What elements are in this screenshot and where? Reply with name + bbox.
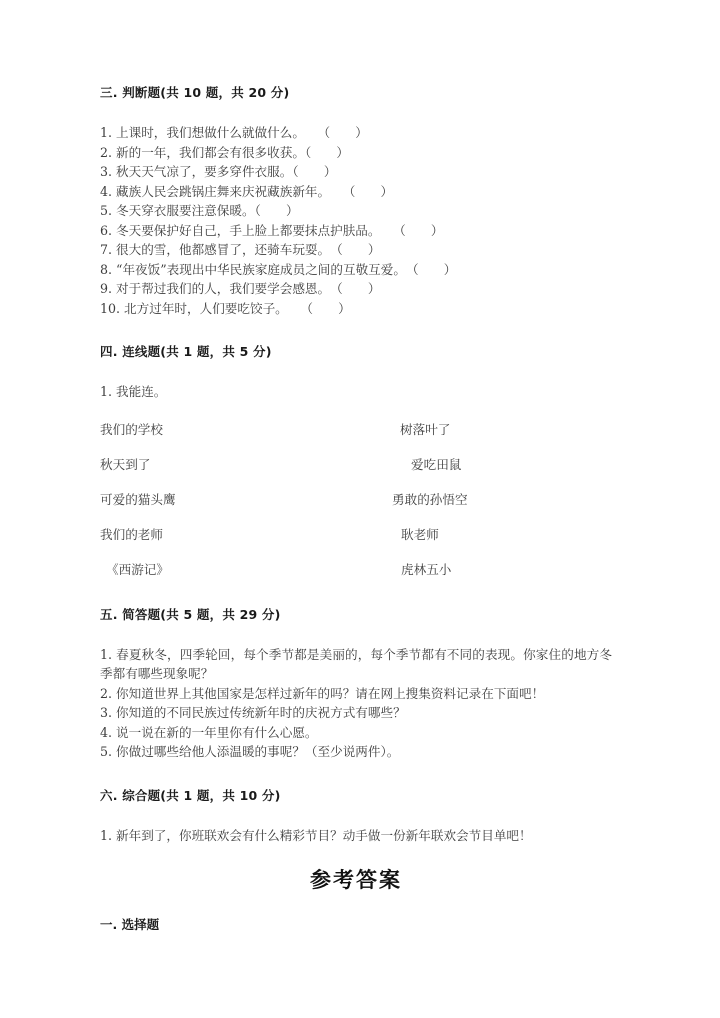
match-row <box>100 559 612 594</box>
comprehensive-question-list <box>100 826 612 846</box>
match-intro: 1. 我能连。 <box>100 384 167 399</box>
section-heading-judge: 三. 判断题(共 10 题，共 20 分) <box>100 85 290 100</box>
match-row <box>100 454 612 489</box>
answer-section-heading-choice: 一. 选择题 <box>100 917 160 932</box>
judge-item-9: 9. 对于帮过我们的人，我们要学会感恩。 （ ） <box>100 281 381 296</box>
spacer <box>100 845 612 865</box>
judge-item-7: 7. 很大的雪，他都感冒了，还骑车玩耍。 （ ） <box>100 242 381 257</box>
spacer <box>100 895 612 917</box>
section-heading-comprehensive: 六. 综合题(共 1 题，共 10 分) <box>100 787 281 803</box>
match-pair-list <box>100 419 612 594</box>
spacer <box>100 318 612 344</box>
match-left-item: 我们的学校 <box>100 421 163 437</box>
spacer <box>100 623 612 645</box>
match-left-item: 《西游记》 <box>106 561 169 577</box>
spacer <box>100 594 612 607</box>
judge-item-3: 3. 秋天天气凉了，要多穿件衣服。（ ） <box>100 164 337 179</box>
short-answer-item-1: 1. 春夏秋冬，四季轮回，每个季节都是美丽的，每个季节都有不同的表现。你家住的地方冬季都有哪些现象呢？ <box>100 646 612 681</box>
short-answer-item-4: 4. 说一说在新的一年里你有什么心愿。 <box>100 724 318 740</box>
judge-item-8: 8. “年夜饭”表现出中华民族家庭成员之间的互敬互爱。 （ ） <box>100 261 457 277</box>
spacer <box>100 762 612 788</box>
spacer <box>100 101 612 123</box>
judge-item-2: 2. 新的一年，我们都会有很多收获。（ ） <box>100 144 350 160</box>
match-row <box>100 489 612 524</box>
judge-item-4: 4. 藏族人民会跳锅庄舞来庆祝藏族新年。 （ ） <box>100 183 394 199</box>
comprehensive-item-1: 1. 新年到了，你班联欢会有什么精彩节目？动手做一份新年联欢会节目单吧！ <box>100 827 532 843</box>
short-answer-question-list <box>100 645 612 762</box>
judge-item-10: 10. 北方过年时，人们要吃饺子。 （ ） <box>100 300 351 316</box>
answer-key-title: 参考答案 <box>310 868 402 892</box>
judge-item-1: 1. 上课时，我们想做什么就做什么。 （ ） <box>100 125 368 140</box>
match-right-item: 勇敢的孙悟空 <box>392 491 468 507</box>
spacer <box>100 804 612 826</box>
match-right-item: 爱吃田鼠 <box>411 456 462 472</box>
match-right-item: 树落叶了 <box>400 421 451 437</box>
judge-item-5: 5. 冬天穿衣服要注意保暖。（ ） <box>100 203 299 218</box>
section-heading-short-answer: 五. 简答题(共 5 题，共 29 分) <box>100 606 281 622</box>
short-answer-item-3: 3. 你知道的不同民族过传统新年时的庆祝方式有哪些？ <box>100 705 406 720</box>
match-left-item: 可爱的猫头鹰 <box>100 491 176 507</box>
page-content <box>100 85 612 933</box>
judge-item-6: 6. 冬天要保护好自己，手上脸上都要抹点护肤品。 （ ） <box>100 222 444 238</box>
match-row <box>100 524 612 559</box>
judge-question-list <box>100 123 612 318</box>
match-left-item: 我们的老师 <box>100 526 163 542</box>
match-right-item: 耿老师 <box>401 526 439 542</box>
spacer <box>100 360 612 382</box>
match-right-item: 虎林五小 <box>401 561 452 577</box>
short-answer-item-2: 2. 你知道世界上其他国家是怎样过新年的吗？请在网上搜集资料记录在下面吧！ <box>100 685 545 701</box>
short-answer-item-5: 5. 你做过哪些给他人添温暖的事呢？（至少说两件）。 <box>100 744 400 759</box>
match-row <box>100 419 612 454</box>
section-heading-match: 四. 连线题(共 1 题，共 5 分) <box>100 344 272 359</box>
match-left-item: 秋天到了 <box>100 456 151 472</box>
